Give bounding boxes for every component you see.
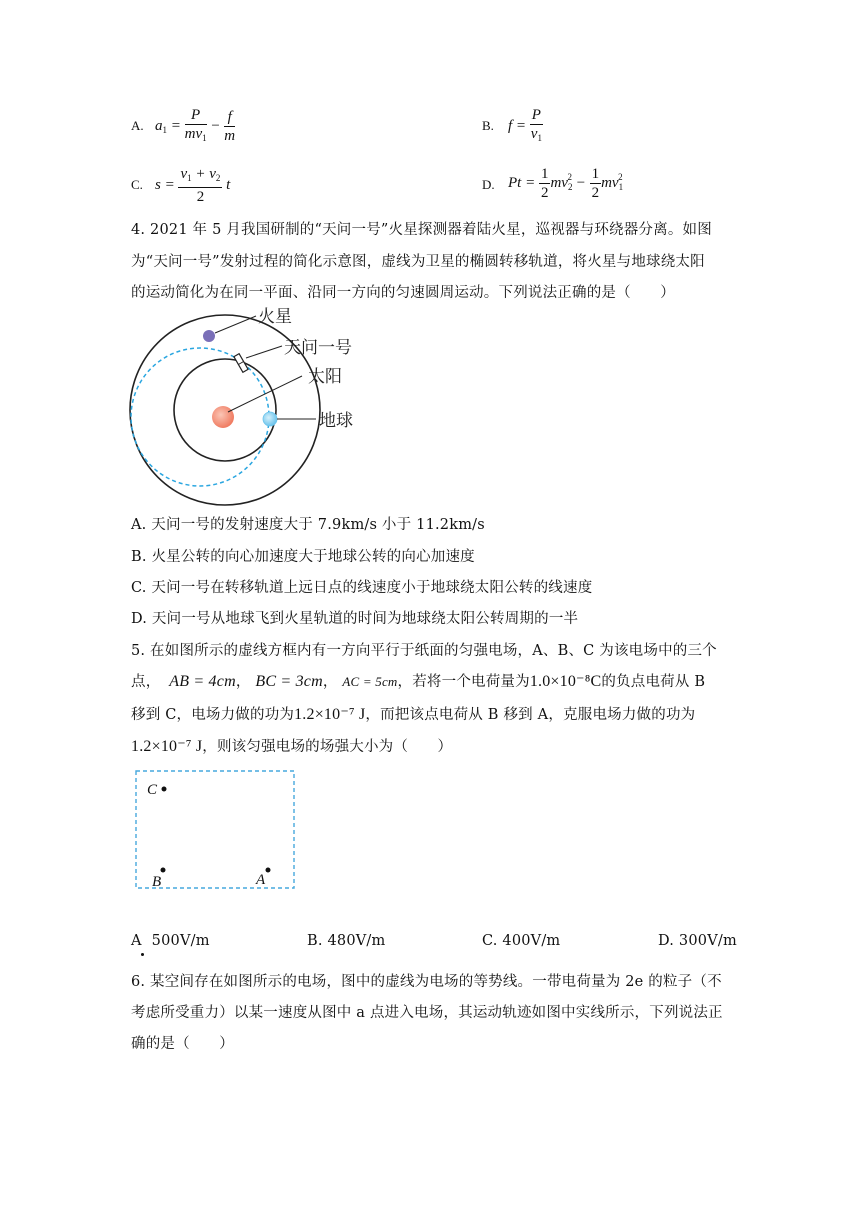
label-mars: 火星 [258, 307, 292, 327]
label-a: A [256, 872, 266, 888]
q3-option-d-label: D. [482, 177, 495, 192]
q5-work2: 1.2×10⁻⁷ J [131, 738, 203, 755]
label-b: B [152, 874, 162, 890]
point-b-dot [161, 868, 166, 873]
q5-option-b: B. 480V/m [307, 933, 386, 949]
point-a-dot [266, 868, 271, 873]
q5-line3-b: ，而把该点电荷从 B 移到 A，克服电场力做的功为 [365, 707, 696, 723]
q3-option-a-label: A. [131, 118, 144, 133]
q6-stem-line-2: 考虑所受重力）以某一速度从图中 a 点进入电场，其运动轨迹如图中实线所示，下列说法正 [131, 1005, 723, 1021]
q4-option-b: B. 火星公转的向心加速度大于地球公转的向心加速度 [131, 549, 475, 565]
q5-option-c: C. 400V/m [482, 933, 561, 949]
q5-line2-a: 点， [131, 674, 161, 690]
q5-option-a-label: A [131, 933, 142, 949]
orbit-diagram [120, 300, 380, 510]
q5-line3-a: 移到 C，电场力做的功为 [131, 707, 295, 723]
q6-stem-line-3: 确的是（ ） [131, 1036, 234, 1052]
sun-icon [212, 406, 234, 428]
label-probe: 天问一号 [284, 338, 352, 358]
q5-stem-line-2: 点， AB = 4cm， BC = 3cm， AC = 5cm，若将一个电荷量为1.0×10⁻⁸C的负点电荷从 B [131, 673, 706, 690]
q5-option-a-dot [141, 953, 144, 956]
q5-bc: BC = 3cm [255, 673, 323, 690]
q5-option-d: D. 300V/m [658, 933, 737, 949]
point-c-dot [162, 787, 167, 792]
q3-option-d-formula: Pt = $\frac{1}{2}$ $mv_2^2$ − $\frac{1}{2}$ $mv_1^2$ [508, 166, 624, 201]
q5-option-a [131, 933, 210, 949]
q4-option-d: D. 天问一号从地球飞到火星轨道的时间为地球绕太阳公转周期的一半 [131, 611, 579, 627]
q4-option-a: A. 天问一号的发射速度大于 7.9km/s 小于 11.2km/s [131, 517, 485, 533]
q5-work1: 1.2×10⁻⁷ J [294, 706, 366, 723]
q5-ab: AB = 4cm [169, 673, 236, 690]
label-earth: 地球 [319, 411, 353, 431]
q4-stem-line-3: 的运动简化为在同一平面、沿同一方向的匀速圆周运动。下列说法正确的是（ ） [131, 285, 675, 301]
q6-stem-line-1: 6. 某空间存在如图所示的电场，图中的虚线为电场的等势线。一带电荷量为 2e 的粒子（不 [131, 974, 722, 990]
q5-ac: AC = 5cm [342, 674, 398, 689]
earth-icon [263, 412, 277, 426]
q3-option-a-formula: $a_1$ = $\frac{P}{mv_1}$ − $\frac{f}{m}$ [155, 107, 236, 144]
field-box-diagram [130, 765, 302, 895]
q3-option-b-formula: f = $\frac{P}{v_1}$ [508, 107, 542, 143]
q5-stem-line-4 [131, 735, 452, 756]
q5-line2-b: ，若将一个电荷量为 [397, 674, 530, 690]
q5-line4-b: ，则该匀强电场的场强大小为（ ） [202, 739, 453, 755]
q5-line2-c: 的负点电荷从 B [601, 674, 706, 690]
label-c: C [147, 782, 158, 798]
label-sun: 太阳 [308, 367, 342, 387]
q4-option-c: C. 天问一号在转移轨道上远日点的线速度小于地球绕太阳公转的线速度 [131, 580, 593, 596]
q3-option-c-formula: s = $\frac{v_1 + v_2}{2}$ t [155, 166, 231, 205]
q5-stem-line-3 [131, 703, 695, 724]
q5-stem-line-1: 5. 在如图所示的虚线方框内有一方向平行于纸面的匀强电场，A、B、C 为该电场中的三个 [131, 643, 717, 659]
q5-charge: 1.0×10⁻⁸C [529, 673, 602, 690]
q4-stem-line-1: 4. 2021 年 5 月我国研制的“天问一号”火星探测器着陆火星，巡视器与环绕器分离。如图 [131, 222, 712, 238]
q3-option-b-label: B. [482, 118, 494, 133]
q4-stem-line-2: 为“天问一号”发射过程的简化示意图，虚线为卫星的椭圆转移轨道，将火星与地球绕太阳 [131, 254, 705, 270]
q3-option-c-label: C. [131, 177, 143, 192]
mars-icon [203, 330, 215, 342]
q5-option-a-value: 500V/m [151, 933, 210, 949]
